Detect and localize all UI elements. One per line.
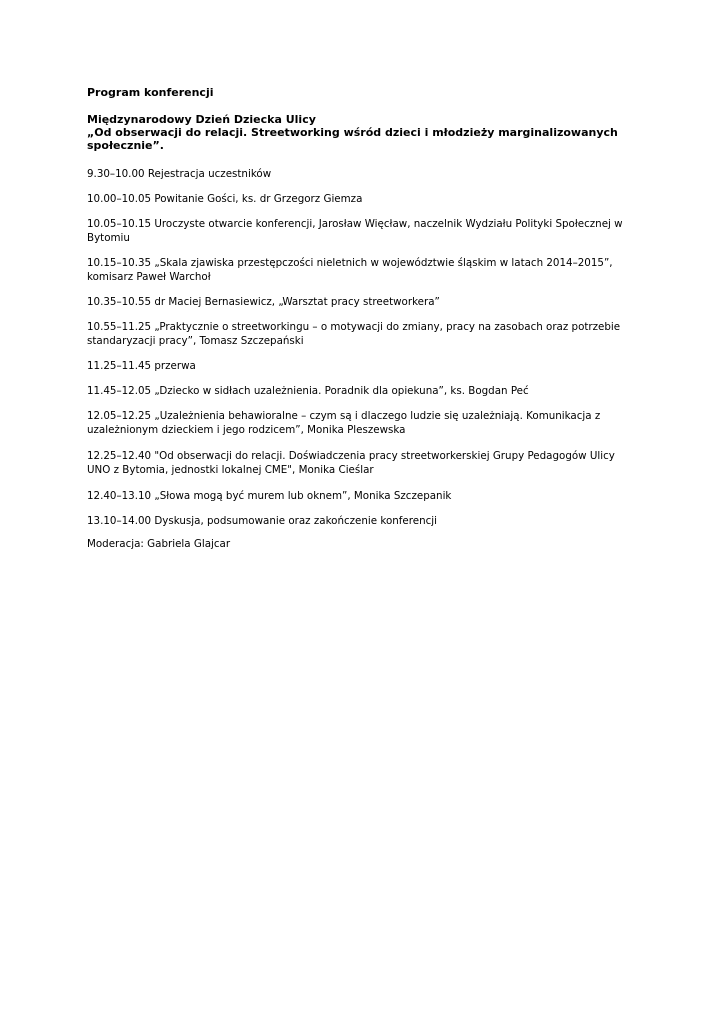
agenda-item: 10.00–10.05 Powitanie Gości, ks. dr Grzegorz Giemza (87, 193, 363, 205)
agenda-list (87, 167, 635, 528)
agenda-item: 12.25–12.40 "Od obserwacji do relacji. Doświadczenia pracy streetworkerskiej Grupy Pedagogów Ulicy UNO z Bytomia, jednostki lokalnej CME", Monika Cieślar (87, 450, 615, 476)
agenda-item: 12.05–12.25 „Uzależnienia behawioralne – czym są i dlaczego ludzie się uzależniają. Komunikacja z uzależnionym dzieckiem i jego rodzicem”, Monika Pleszewska (87, 410, 601, 436)
agenda-item: 10.15–10.35 „Skala zjawiska przestępczości nieletnich w województwie śląskim w latach 2014–2015”, komisarz Paweł Warchoł (87, 257, 613, 283)
agenda-item: 10.35–10.55 dr Maciej Bernasiewicz, „Warsztat pracy streetworkera” (87, 296, 440, 308)
document-title: Program konferencji (87, 86, 214, 99)
agenda-item: 13.10–14.00 Dyskusja, podsumowanie oraz zakończenie konferencji (87, 515, 438, 527)
agenda-item: 10.05–10.15 Uroczyste otwarcie konferencji, Jarosław Więcław, naczelnik Wydziału Polityki Społecznej w Bytomiu (87, 218, 623, 244)
agenda-item: 9.30–10.00 Rejestracja uczestników (87, 168, 272, 180)
conference-subtitle: „Od obserwacji do relacji. Streetworking wśród dzieci i młodzieży marginalizowanych społecznie”. (87, 126, 618, 152)
agenda-item: 11.45–12.05 „Dziecko w sidłach uzależnienia. Poradnik dla opiekuna”, ks. Bogdan Peć (87, 385, 529, 397)
agenda-item: 10.55–11.25 „Praktycznie o streetworkingu – o motywacji do zmiany, pracy na zasobach oraz potrzebie standaryzacji pracy”, Tomasz Szczepański (87, 321, 621, 347)
document-page (87, 86, 635, 551)
agenda-item: 11.25–11.45 przerwa (87, 360, 196, 372)
moderation-note: Moderacja: Gabriela Glajcar (87, 538, 231, 550)
agenda-item: 12.40–13.10 „Słowa mogą być murem lub oknem”, Monika Szczepanik (87, 490, 452, 502)
conference-name: Międzynarodowy Dzień Dziecka Ulicy (87, 113, 316, 126)
